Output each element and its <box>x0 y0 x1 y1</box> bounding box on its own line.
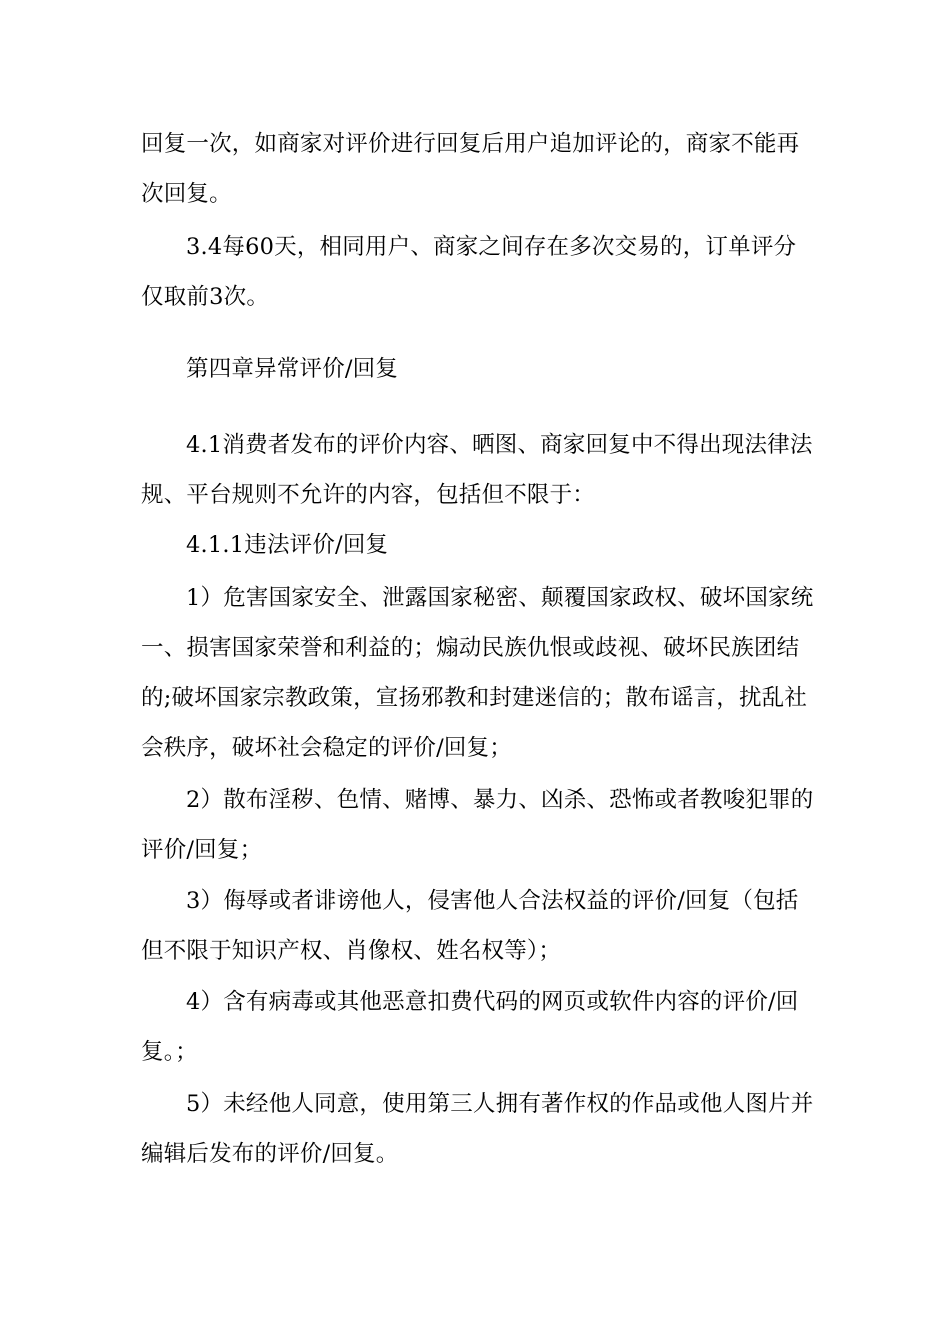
list-item-4 <box>141 977 809 1077</box>
list-item-5 <box>141 1079 814 1179</box>
list-item-1 <box>141 573 814 773</box>
text-line: 评价/回复； <box>141 837 263 863</box>
paragraph-continuation <box>141 119 809 219</box>
heading-text: 第四章异常评价/回复 <box>186 356 399 382</box>
text-line: 3）侮辱或者诽谤他人，侵害他人合法权益的评价/回复（包括 <box>186 888 799 914</box>
paragraph-3-4 <box>141 222 809 322</box>
paragraph-4-1 <box>141 420 813 520</box>
text-line: 的;破坏国家宗教政策，宣扬邪教和封建迷信的；散布谣言，扰乱社 <box>141 685 808 711</box>
section-heading-4-1-1 <box>141 520 809 570</box>
heading-text: 4.1.1违法评价/回复 <box>186 532 389 558</box>
text-line: 但不限于知识产权、肖像权、姓名权等）； <box>141 938 562 964</box>
text-line: 一、损害国家荣誉和利益的；煽动民族仇恨或歧视、破坏民族团结 <box>141 635 800 661</box>
text-line: 会秩序，破坏社会稳定的评价/回复； <box>141 735 512 761</box>
text-line: 4.1消费者发布的评价内容、晒图、商家回复中不得出现法律法 <box>186 432 813 458</box>
text-line: 4）含有病毒或其他恶意扣费代码的网页或软件内容的评价/回 <box>186 989 799 1015</box>
text-line: 仅取前3次。 <box>141 284 270 310</box>
text-line: 规、平台规则不允许的内容，包括但不限于： <box>141 482 596 508</box>
text-line: 3.4每60天，相同用户、商家之间存在多次交易的，订单评分 <box>186 234 797 260</box>
text-line: 1）危害国家安全、泄露国家秘密、颠覆国家政权、破坏国家统 <box>186 585 814 611</box>
text-line: 5）未经他人同意，使用第三人拥有著作权的作品或他人图片并 <box>186 1091 814 1117</box>
text-line: 编辑后发布的评价/回复。 <box>141 1141 399 1167</box>
list-item-2 <box>141 775 814 875</box>
list-item-3 <box>141 876 809 976</box>
chapter-heading <box>141 344 809 394</box>
text-line: 复。； <box>141 1039 198 1065</box>
text-line: 次回复。 <box>141 181 232 207</box>
text-line: 2）散布淫秽、色情、赌博、暴力、凶杀、恐怖或者教唆犯罪的 <box>186 787 814 813</box>
text-line: 回复一次，如商家对评价进行回复后用户追加评论的，商家不能再 <box>141 131 800 157</box>
